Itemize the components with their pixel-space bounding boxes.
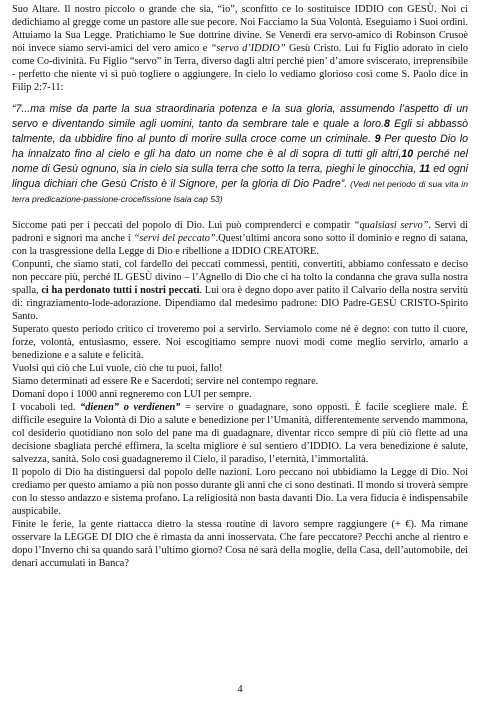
text-segment: Conpunti, che siamo stati, col fardello dei peccati commessi, pentiti, convertiti, abbiamo confessato e deciso non peccare più, perché IL GESÙ divino – l’Agnello di Dio che ci ha tolto la condanna che grava sulla nostra spalla, xyxy=(12,259,468,296)
text-segment: = servire o guadagnare, sono opposti. È facile scegliere male. È difficile eseguire la Volontà di Dio a salute e benedizione per l’Umanità, differentemente servendo mammona, col desiderio quotidiano non solo del pane ma di guadagnare, diventar ricco sempre di più ciò flette ad una decisione sbagliata perché effimera, la scelta migliore è sul sentiero d’IDDIO. La vera benedizione è salute, salvezza, sanità. Solo così guadagneremo il Cielo, il paradiso, l’eternità, l’immortalità. xyxy=(12,402,468,465)
bold-phrase: ci ha perdonato tutti i nostri peccati xyxy=(41,285,200,296)
text-segment: I vocaboli ted. xyxy=(12,402,81,413)
paragraph-intro xyxy=(12,3,468,94)
line-thousand-years: Domani dopo i 1000 anni regneremo con LUI per sempre. xyxy=(12,389,252,400)
verse-number: 11 xyxy=(419,163,431,175)
text-segment: Suo Altare. Il nostro piccolo o grande che sia, “io”, sconfitto ce lo sostituisce IDDIO con GESÙ. Noi ci dedichiamo al gregge come un pastore alle sue pecore. Noi Facciamo la Sua Volontà. Eseguiamo i Suoi ordini. Attuiamo la Sua Legge. Pratichiamo le Sue dottrine divine. Se Venerdì era servo-amico di Robinson Crusoè noi invece siamo servi-amici del vero amico e xyxy=(12,4,468,54)
verse-number: 10 xyxy=(401,148,414,160)
verse-number: 9 xyxy=(374,133,381,145)
line-will: Vuolsi quì ciò che Lui vuole, ciò che tu puoi, fallo! xyxy=(12,363,223,374)
paragraph-forgiveness xyxy=(12,258,468,323)
text-segment: Siccome patì per i peccati del popolo di Dio. Lui può comprenderci e compatir xyxy=(12,220,354,231)
verse-number: 8 xyxy=(384,118,390,130)
text-segment: Gesù Cristo. Lui fu Figlio adorato in cielo come Co-divinità. Fu Figlio “servo” in Terra, diverso dagli altri perché pien’ d’amore sviscerato, irreprensibile - perfetto che niente vi si può togliere o aggiungere. In cielo lo vediamo glorioso così come S. Paolo dice in Filip 2:7-11: xyxy=(12,43,469,93)
quote-segment: Egli si abbassò talmente, da ubbidire fino al punto di morire sulla croce come un criminale. xyxy=(12,118,469,145)
text-segment: . Lui ora è degno dopo aver patito il Calvario della nostra servitù di: ringraziamento-lode-adorazione. Dipendiamo dal medesimo padrone: DIO Padre-GESÙ CRISTO-Spirito Santo. xyxy=(12,285,468,322)
spacer xyxy=(12,94,468,102)
italic-phrase: “servo d’IDDIO” xyxy=(210,43,286,54)
quote-segment: ed ogni lingua dichiari che Gesù Cristo è il Signore, per la gloria di Dio Padre”. xyxy=(12,163,469,190)
paragraph-vocabulary xyxy=(12,401,468,466)
paragraph-people-of-god: Il popolo di Dio ha distinguersi dal popolo delle nazioni. Loro peccano noi ubbidiamo la Legge di Dio. Noi crediamo per questo amiamo a più non posso durante gli anni che ci sono destinati. Il mondo si troverà sempre con lo stesso andazzo e sistema profano. La religiosità non basta davanti Dio. La vera fiducia è indispensabile auspicabile. xyxy=(12,467,468,517)
paragraph-serve: Superato questo periodo critico ci troveremo poi a servirlo. Serviamolo come né è degno: con tutto il cuore, forze, volontà, entusiasmo, essere. Noi escogitiamo sempre nuovi modi come meglio servirlo, amarlo a benedizione e a salute e felicità. xyxy=(12,324,468,361)
text-segment: . Servi di padroni e signori ma anche i xyxy=(12,220,468,244)
italic-phrase: “qualsiasi servo” xyxy=(353,220,429,231)
quote-segment: “7...ma mise da parte la sua straordinaria potenza e la sua gloria, assumendo l’aspetto di un servo e diventando simile agli uomini, tanto da sembrare tale e quale a loro. xyxy=(12,103,468,130)
quote-segment: perché nel nome di Gesù ognuno, sia in cielo sia sulla terra che sotto la terra, pieghi le ginocchia, xyxy=(12,148,468,175)
paragraph-servants xyxy=(12,219,468,258)
bold-italic-phrase: “dienen” o verdienen” xyxy=(80,402,181,413)
scripture-quote xyxy=(12,102,468,207)
quote-note: (Vedi nel periodo di sua vita in terra predicazione-passione-crocefissione Isaia cap 53) xyxy=(12,179,468,204)
paragraph-holidays: Finite le ferie, la gente riattacca dietro la stessa routine di lavoro sempre raggiungere (+ €). Ma rimane osservare la LEGGE DI DIO che è rimasta da anni inosservata. Che fare peccatore? Pecchi anche al rientro e dopo l’Inverno chi sa quando sarà l’ultimo giorno? Cosa né sarà della moglie, della Casa, dell’automobile, dei denari accumulati in Banca? xyxy=(12,519,468,569)
italic-phrase: “servi del peccato” xyxy=(133,233,216,244)
line-kings-priests: Siamo determinati ad essere Re e Sacerdoti; servire nel contempo regnare. xyxy=(12,376,319,387)
text-segment: .Quest’ultimi ancora sono sotto il dominio e regno di satana, con la trasgressione della Legge di Dio e ribellione a IDDIO CREATORE. xyxy=(12,233,468,257)
spacer xyxy=(12,207,468,219)
page-number: 4 xyxy=(237,684,243,695)
quote-segment: Per questo Dio lo ha innalzato fino al cielo e gli ha dato un nome che è al di sopra di tutti gli altri, xyxy=(12,133,468,160)
